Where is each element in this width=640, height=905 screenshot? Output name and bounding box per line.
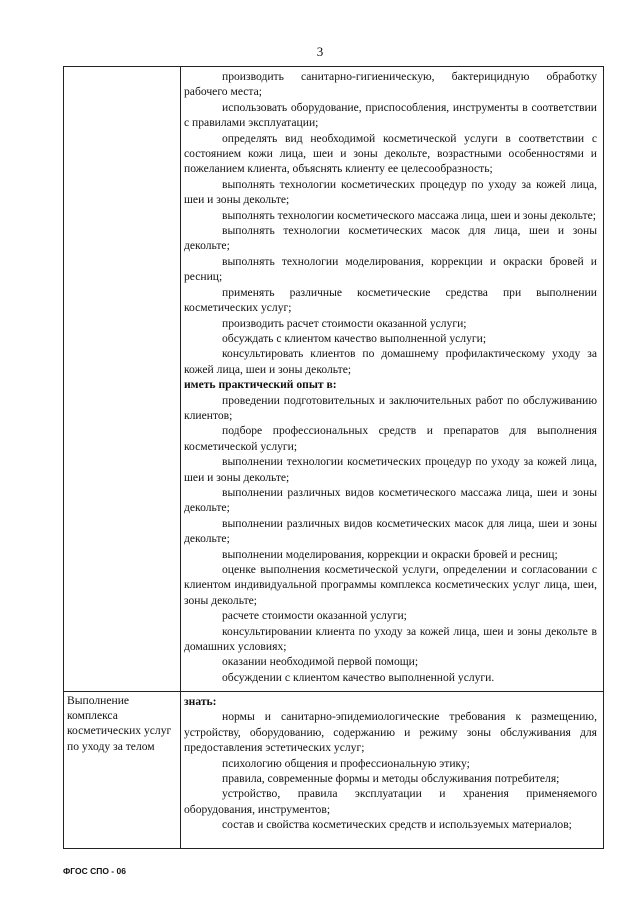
knowledge-item: состав и свойства косметических средств и используемых материалов;: [222, 818, 572, 832]
skill-item: производить санитарно-гигиеническую, бактерицидную обработку рабочего места;: [184, 70, 597, 99]
know-heading: знать:: [184, 695, 217, 708]
footer-code: ФГОС СПО - 06: [63, 866, 126, 876]
experience-item: расчете стоимости оказанной услуги;: [222, 609, 407, 623]
experience-item: выполнении технологии косметических процедур по уходу за кожей лица, шеи и зоны декольте;: [184, 455, 597, 484]
skill-item: применять различные косметические средства при выполнении косметических услуг;: [184, 285, 597, 315]
competency-table: [63, 66, 604, 849]
experience-item: выполнении различных видов косметических масок для лица, шеи и зоны декольте;: [184, 516, 597, 546]
experience-item: оказании необходимой первой помощи;: [222, 655, 419, 669]
skill-item: выполнять технологии моделирования, коррекции и окраски бровей и ресниц;: [184, 254, 597, 284]
page-number: 3: [316, 44, 324, 59]
skill-item: использовать оборудование, приспособления, инструменты в соответствии с правилами эксплуатации;: [184, 100, 597, 130]
experience-item: оценке выполнения косметической услуги, определении и согласовании с клиентом индивидуальной программы комплекса косметических услуг лица, шеи, зоны декольте;: [184, 563, 597, 607]
skill-item: обсуждать с клиентом качество выполненной услуги;: [222, 331, 487, 345]
knowledge-cell: [184, 694, 597, 833]
skill-item: производить расчет стоимости оказанной услуги;: [222, 316, 467, 330]
skill-item: определять вид необходимой косметической услуги в соответствии с состоянием кожи лица, шеи и зоны декольте, возрастными особенностями и пожеланием клиента, объяснять клиенту ее целесообразность;: [184, 131, 597, 176]
experience-item: выполнении моделирования, коррекции и окраски бровей и ресниц;: [222, 547, 558, 561]
skill-item: выполнять технологии косметических масок для лица, шеи и зоны декольте;: [184, 224, 597, 253]
knowledge-item: устройство, правила эксплуатации и хранения применяемого оборудования, инструментов;: [184, 787, 597, 816]
row-divider: [64, 691, 603, 692]
experience-item: обсуждении с клиентом качество выполненной услуги.: [222, 670, 495, 684]
knowledge-item: нормы и санитарно-эпидемиологические требования к размещению, устройству, оборудованию, содержанию и режиму зоны обслуживания для предоставления эстетических услуг;: [184, 710, 597, 755]
knowledge-item: психологию общения и профессиональную этику;: [222, 756, 470, 770]
knowledge-item: правила, современные формы и методы обслуживания потребителя;: [222, 772, 560, 786]
skills-cell: [184, 69, 597, 685]
skill-item: выполнять технологии косметических процедур по уходу за кожей лица, шеи и зоны декольте;: [184, 177, 597, 207]
experience-item: выполнении различных видов косметического массажа лица, шеи и зоны декольте;: [184, 485, 597, 515]
experience-item: консультировании клиента по уходу за кожей лица, шеи и зоны декольте в домашних условиях;: [184, 624, 597, 654]
activity-cell: Выполнение комплекса косметических услуг по уходу за телом: [67, 694, 172, 753]
experience-item: подборе профессиональных средств и препаратов для выполнения косметической услуги;: [184, 424, 597, 453]
experience-heading: иметь практический опыт в:: [184, 378, 337, 392]
experience-item: проведении подготовительных и заключительных работ по обслуживанию клиентов;: [184, 393, 597, 422]
column-divider: [180, 67, 181, 848]
skill-item: консультировать клиентов по домашнему профилактическому уходу за кожей лица, шеи и зоны декольте;: [184, 347, 597, 376]
skill-item: выполнять технологии косметического массажа лица, шеи и зоны декольте;: [222, 208, 596, 222]
